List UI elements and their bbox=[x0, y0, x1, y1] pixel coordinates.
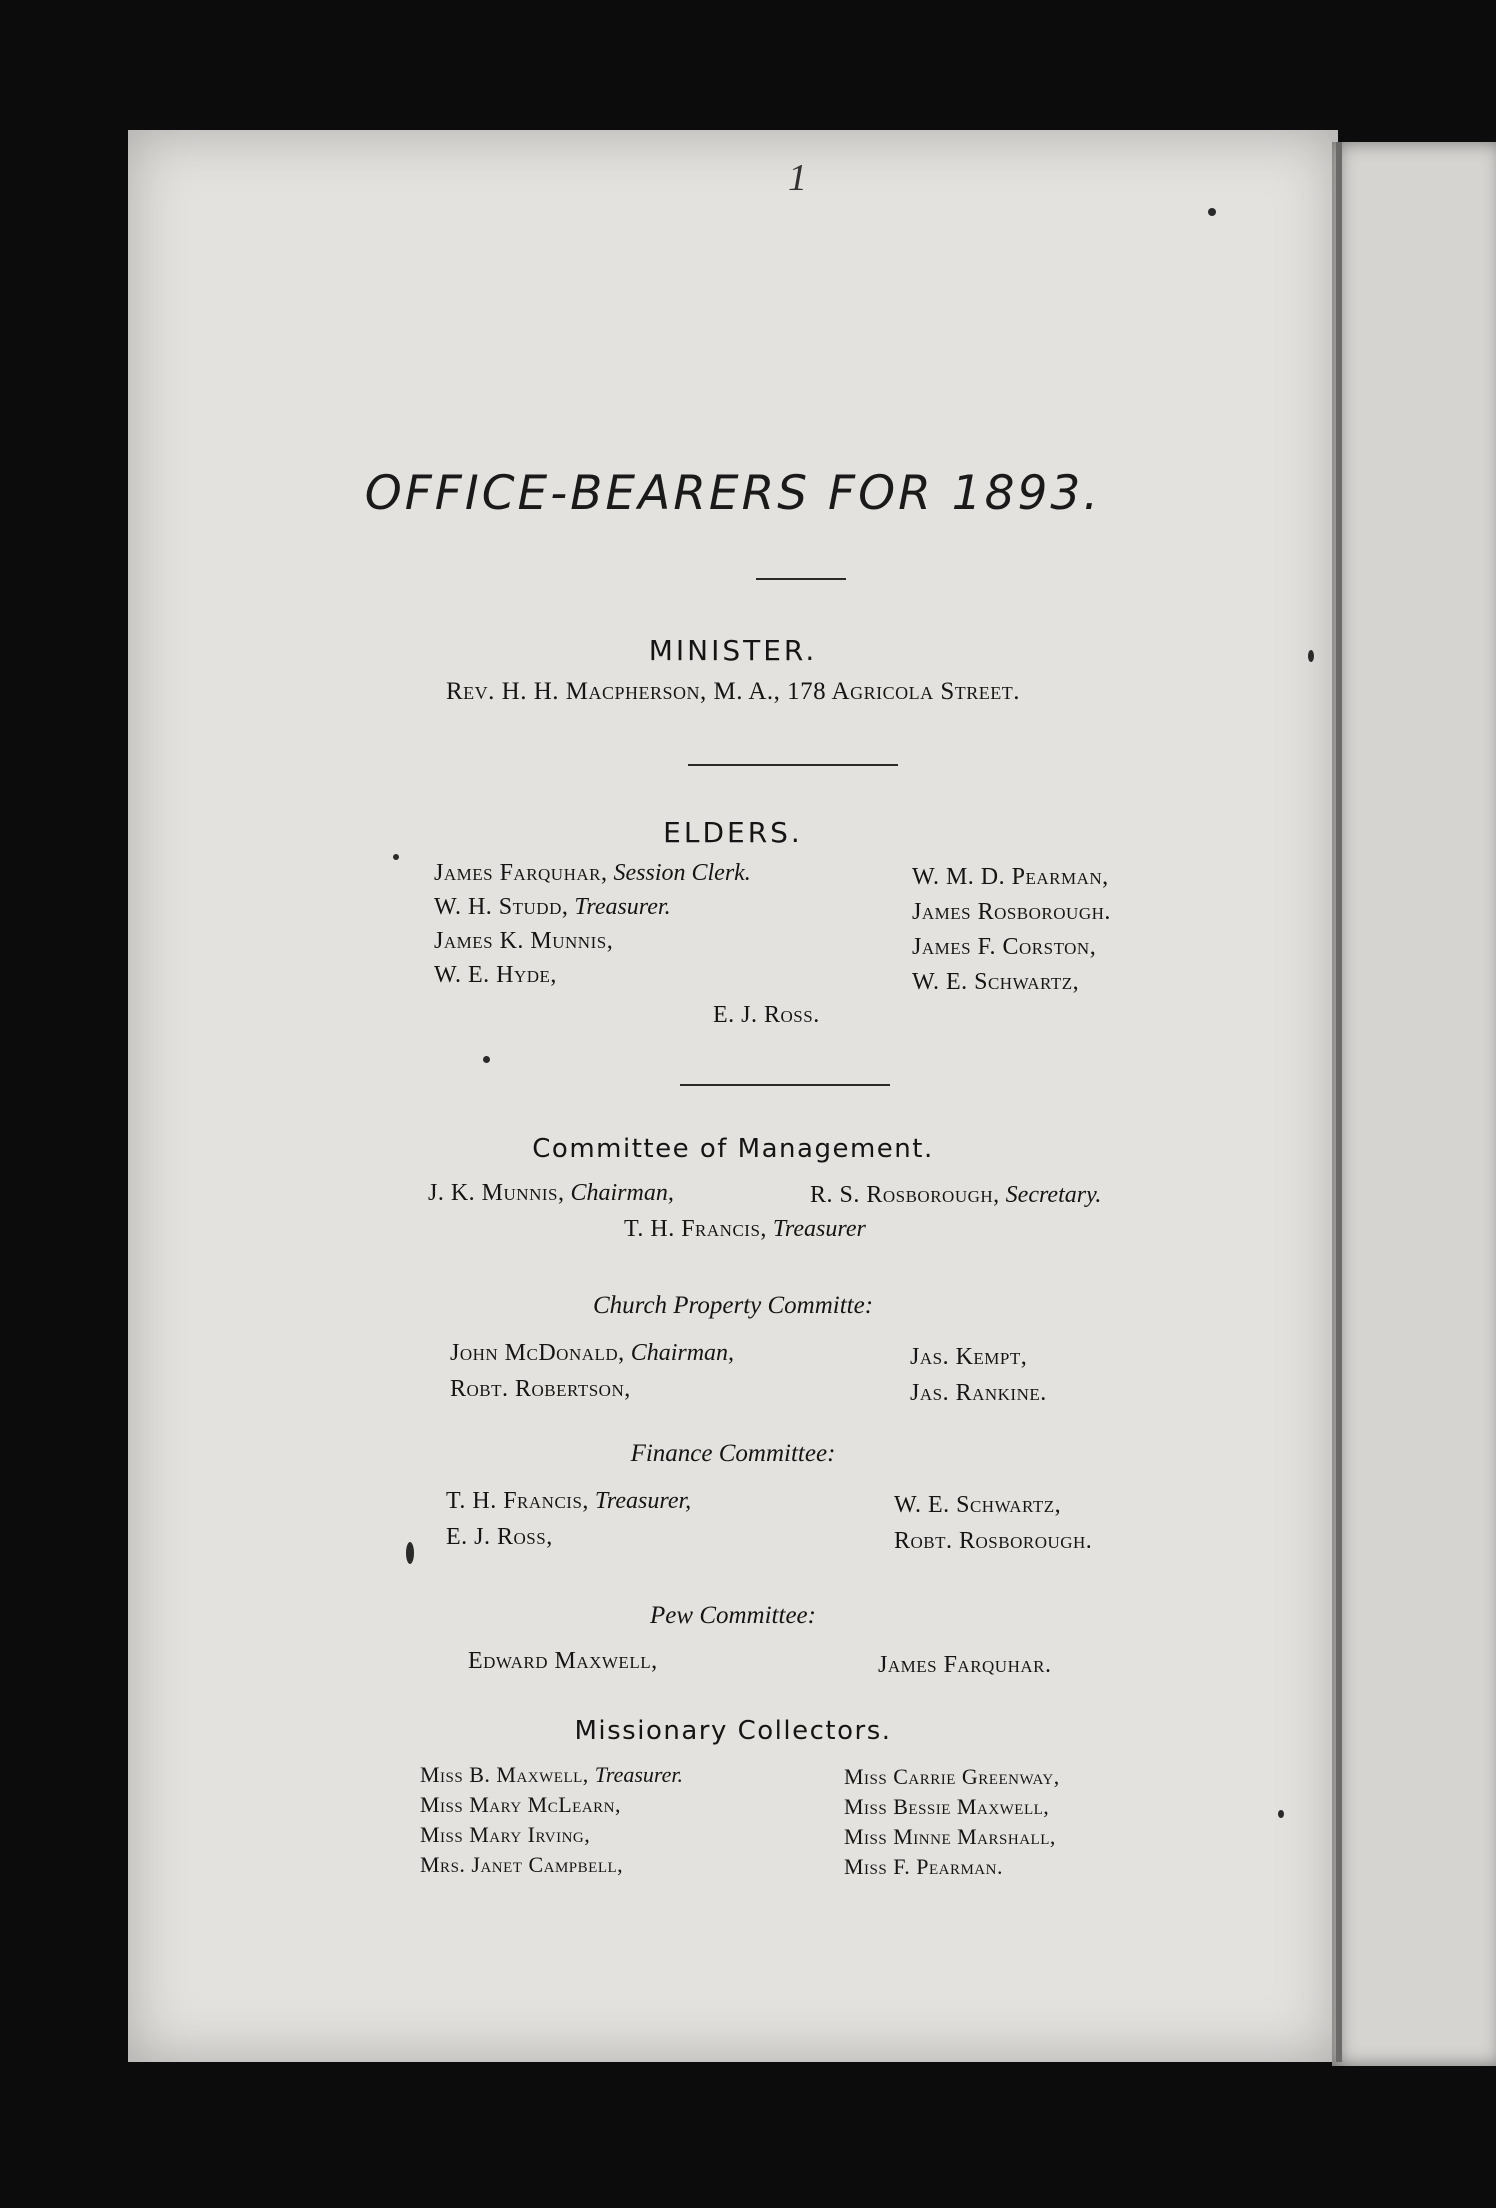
page-title: OFFICE-BEARERS FOR 1893. bbox=[364, 466, 1102, 521]
divider bbox=[680, 1084, 890, 1086]
elder-name: James K. Munnis, bbox=[434, 928, 614, 954]
paper-speck bbox=[1308, 650, 1314, 662]
elder-role: Treasurer. bbox=[574, 894, 671, 920]
church-property-right bbox=[910, 1344, 1047, 1416]
elders-left-list bbox=[434, 860, 751, 996]
collector-name: Miss F. Pearman. bbox=[844, 1854, 1003, 1879]
elder-entry bbox=[434, 928, 751, 962]
member-name: Robt. Rosborough. bbox=[894, 1528, 1093, 1554]
collector-name: Miss Bessie Maxwell, bbox=[844, 1794, 1050, 1819]
divider bbox=[688, 764, 898, 766]
member-name: E. J. Ross, bbox=[446, 1524, 553, 1550]
committee-row bbox=[810, 1182, 1101, 1209]
elder-name: James Farquhar, bbox=[434, 860, 608, 886]
elder-name: E. J. Ross. bbox=[713, 1002, 820, 1028]
collector-name: Miss B. Maxwell, bbox=[420, 1762, 589, 1787]
member-name: James Farquhar. bbox=[878, 1652, 1052, 1678]
member-role: Chairman, bbox=[630, 1340, 735, 1366]
member-name: W. E. Schwartz, bbox=[894, 1492, 1062, 1518]
paper-speck bbox=[1278, 1810, 1284, 1818]
committee-row bbox=[624, 1216, 866, 1243]
elder-entry bbox=[434, 894, 751, 928]
collector-name: Miss Mary McLearn, bbox=[420, 1792, 621, 1817]
member-entry bbox=[450, 1340, 734, 1376]
member-role: Treasurer, bbox=[594, 1488, 692, 1514]
elder-role: Session Clerk. bbox=[613, 860, 751, 886]
elder-name: James Rosborough. bbox=[912, 899, 1111, 925]
member-name: Edward Maxwell, bbox=[468, 1648, 658, 1674]
paper-speck bbox=[406, 1542, 414, 1564]
document-page bbox=[128, 130, 1338, 2062]
missionary-left bbox=[420, 1762, 683, 1882]
member-role: Secretary. bbox=[1005, 1182, 1102, 1208]
missionary-right bbox=[844, 1764, 1060, 1884]
elder-name: W. M. D. Pearman, bbox=[912, 864, 1109, 890]
paper-speck bbox=[1208, 208, 1216, 216]
church-property-left bbox=[450, 1340, 734, 1412]
member-name: J. K. Munnis, bbox=[428, 1180, 565, 1206]
paper-speck bbox=[483, 1056, 490, 1063]
elder-entry bbox=[434, 860, 751, 894]
committee-heading: Committee of Management. bbox=[532, 1134, 934, 1164]
minister-heading: MINISTER. bbox=[648, 634, 818, 667]
facing-page-edge bbox=[1332, 142, 1496, 2066]
missionary-heading: Missionary Collectors. bbox=[574, 1716, 892, 1746]
member-name: John McDonald, bbox=[450, 1340, 625, 1366]
elder-name: W. H. Studd, bbox=[434, 894, 569, 920]
member-name: Jas. Kempt, bbox=[910, 1344, 1028, 1370]
member-entry bbox=[446, 1488, 691, 1524]
collector-name: Miss Minne Marshall, bbox=[844, 1824, 1056, 1849]
divider bbox=[756, 578, 846, 580]
elder-name: W. E. Schwartz, bbox=[912, 969, 1080, 995]
member-name: Jas. Rankine. bbox=[910, 1380, 1047, 1406]
member-name: T. H. Francis, bbox=[446, 1488, 589, 1514]
elders-right-list bbox=[912, 864, 1111, 1004]
member-name: Robt. Robertson, bbox=[450, 1376, 631, 1402]
collector-role: Treasurer. bbox=[594, 1762, 684, 1787]
member-role: Chairman, bbox=[570, 1180, 674, 1206]
collector-entry bbox=[420, 1762, 683, 1792]
elder-name: W. E. Hyde, bbox=[434, 962, 557, 988]
finance-heading: Finance Committee: bbox=[630, 1440, 836, 1467]
member-name: R. S. Rosborough, bbox=[810, 1182, 1000, 1208]
member-name: T. H. Francis, bbox=[624, 1216, 767, 1242]
finance-left bbox=[446, 1488, 691, 1560]
paper-speck bbox=[393, 854, 399, 860]
collector-name: Miss Mary Irving, bbox=[420, 1822, 591, 1847]
finance-right bbox=[894, 1492, 1092, 1564]
elders-heading: ELDERS. bbox=[663, 816, 803, 849]
member-role: Treasurer bbox=[772, 1216, 866, 1242]
page-fold bbox=[1336, 142, 1342, 2062]
minister-line: Rev. H. H. Macpherson, M. A., 178 Agricola Street. bbox=[446, 678, 1020, 705]
church-property-heading: Church Property Committe: bbox=[592, 1292, 874, 1319]
elder-entry bbox=[434, 962, 751, 996]
collector-name: Mrs. Janet Campbell, bbox=[420, 1852, 624, 1877]
collector-name: Miss Carrie Greenway, bbox=[844, 1764, 1060, 1789]
elder-name: James F. Corston, bbox=[912, 934, 1097, 960]
committee-row bbox=[428, 1180, 674, 1207]
pew-heading: Pew Committee: bbox=[650, 1602, 816, 1629]
page-mark: 1 bbox=[788, 157, 807, 199]
